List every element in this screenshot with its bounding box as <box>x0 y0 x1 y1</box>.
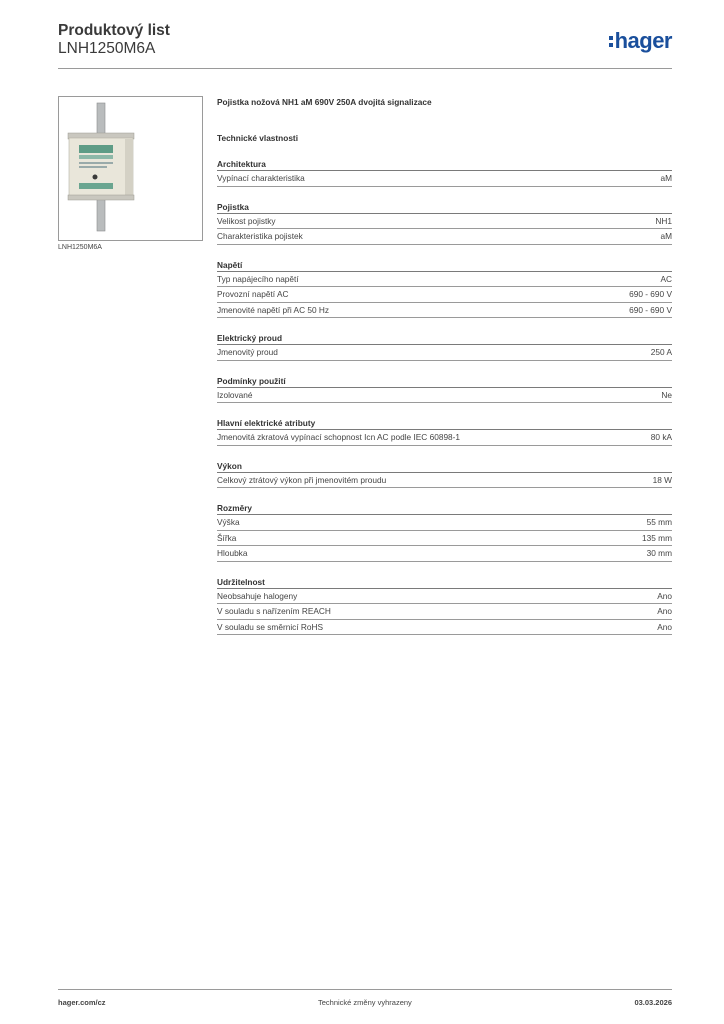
specifications <box>217 96 672 635</box>
spec-row <box>217 272 672 288</box>
spec-label: Izolované <box>217 389 253 400</box>
spec-label: Velikost pojistky <box>217 215 276 226</box>
footer-note: Technické změny vyhrazeny <box>318 998 412 1007</box>
spec-row <box>217 229 672 245</box>
spec-row <box>217 531 672 547</box>
spec-group <box>217 576 672 636</box>
spec-label: V souladu s nařízením REACH <box>217 606 331 616</box>
spec-row <box>217 345 672 361</box>
spec-row <box>217 515 672 531</box>
spec-label: Typ napájecího napětí <box>217 273 299 284</box>
spec-group-title: Napětí <box>217 259 672 272</box>
page-title: Produktový list <box>58 22 170 39</box>
spec-group-title: Rozměry <box>217 502 672 515</box>
spec-value: 135 mm <box>642 532 672 543</box>
spec-label: Jmenovité napětí při AC 50 Hz <box>217 304 330 315</box>
spec-value: Ano <box>657 606 672 616</box>
image-caption: LNH1250M6A <box>58 244 102 251</box>
spec-group-title: Výkon <box>217 460 672 473</box>
spec-group <box>217 375 672 404</box>
spec-label: Šířka <box>217 532 237 543</box>
spec-value: NH1 <box>655 215 672 226</box>
spec-label: Provozní napětí AC <box>217 289 289 299</box>
footer-website: hager.com/cz <box>58 998 106 1007</box>
spec-label: V souladu se směrnicí RoHS <box>217 621 324 632</box>
spec-value: 55 mm <box>646 517 672 527</box>
spec-value: Ne <box>661 389 672 400</box>
spec-value: 690 - 690 V <box>629 304 672 315</box>
spec-row <box>217 589 672 605</box>
spec-value: 250 A <box>650 347 672 357</box>
spec-group-title: Pojistka <box>217 201 672 214</box>
spec-group-title: Udržitelnost <box>217 576 672 589</box>
spec-row <box>217 430 672 446</box>
spec-row <box>217 287 672 303</box>
spec-value: aM <box>660 173 672 183</box>
footer-date: 03.03.2026 <box>634 998 672 1007</box>
spec-value: 18 W <box>652 474 672 485</box>
spec-group <box>217 158 672 187</box>
spec-label: Charakteristika pojistek <box>217 231 303 241</box>
spec-row <box>217 620 672 636</box>
spec-row <box>217 546 672 562</box>
spec-value: Ano <box>657 621 672 632</box>
spec-label: Jmenovitá zkratová vypínací schopnost Icn AC podle IEC 60898-1 <box>217 432 461 442</box>
spec-label: Jmenovitý proud <box>217 347 278 357</box>
spec-label: Hloubka <box>217 548 248 558</box>
spec-value: aM <box>660 231 672 241</box>
spec-group <box>217 460 672 489</box>
product-description: Pojistka nožová NH1 aM 690V 250A dvojitá signalizace <box>217 97 432 107</box>
spec-group <box>217 201 672 245</box>
spec-group-title: Hlavní elektrické atributy <box>217 417 672 430</box>
spec-row <box>217 171 672 187</box>
spec-group <box>217 502 672 562</box>
product-image <box>58 96 203 241</box>
spec-group-title: Podmínky použití <box>217 375 672 388</box>
spec-group-title: Architektura <box>217 158 672 171</box>
logo-text: hager <box>614 28 672 53</box>
spec-group <box>217 332 672 361</box>
spec-row <box>217 473 672 489</box>
fuse-icon <box>59 97 202 240</box>
spec-row <box>217 388 672 404</box>
spec-value: AC <box>660 273 672 284</box>
spec-row <box>217 214 672 230</box>
tech-heading: Technické vlastnosti <box>217 133 298 143</box>
spec-row <box>217 604 672 620</box>
hager-logo <box>609 28 672 54</box>
spec-group <box>217 259 672 319</box>
spec-label: Vypínací charakteristika <box>217 173 305 183</box>
spec-label: Celkový ztrátový výkon při jmenovitém proudu <box>217 474 387 485</box>
spec-value: Ano <box>657 590 672 601</box>
spec-value: 30 mm <box>646 548 672 558</box>
spec-group <box>217 417 672 446</box>
spec-groups <box>217 158 672 635</box>
page-header <box>58 22 170 58</box>
spec-value: 690 - 690 V <box>629 289 672 299</box>
spec-label: Neobsahuje halogeny <box>217 590 298 601</box>
spec-value: 80 kA <box>650 432 672 442</box>
logo-dots-icon <box>609 34 613 48</box>
spec-label: Výška <box>217 517 240 527</box>
product-code: LNH1250M6A <box>58 40 156 57</box>
spec-row <box>217 303 672 319</box>
spec-group-title: Elektrický proud <box>217 332 672 345</box>
header-divider <box>58 68 672 69</box>
footer-divider <box>58 989 672 990</box>
